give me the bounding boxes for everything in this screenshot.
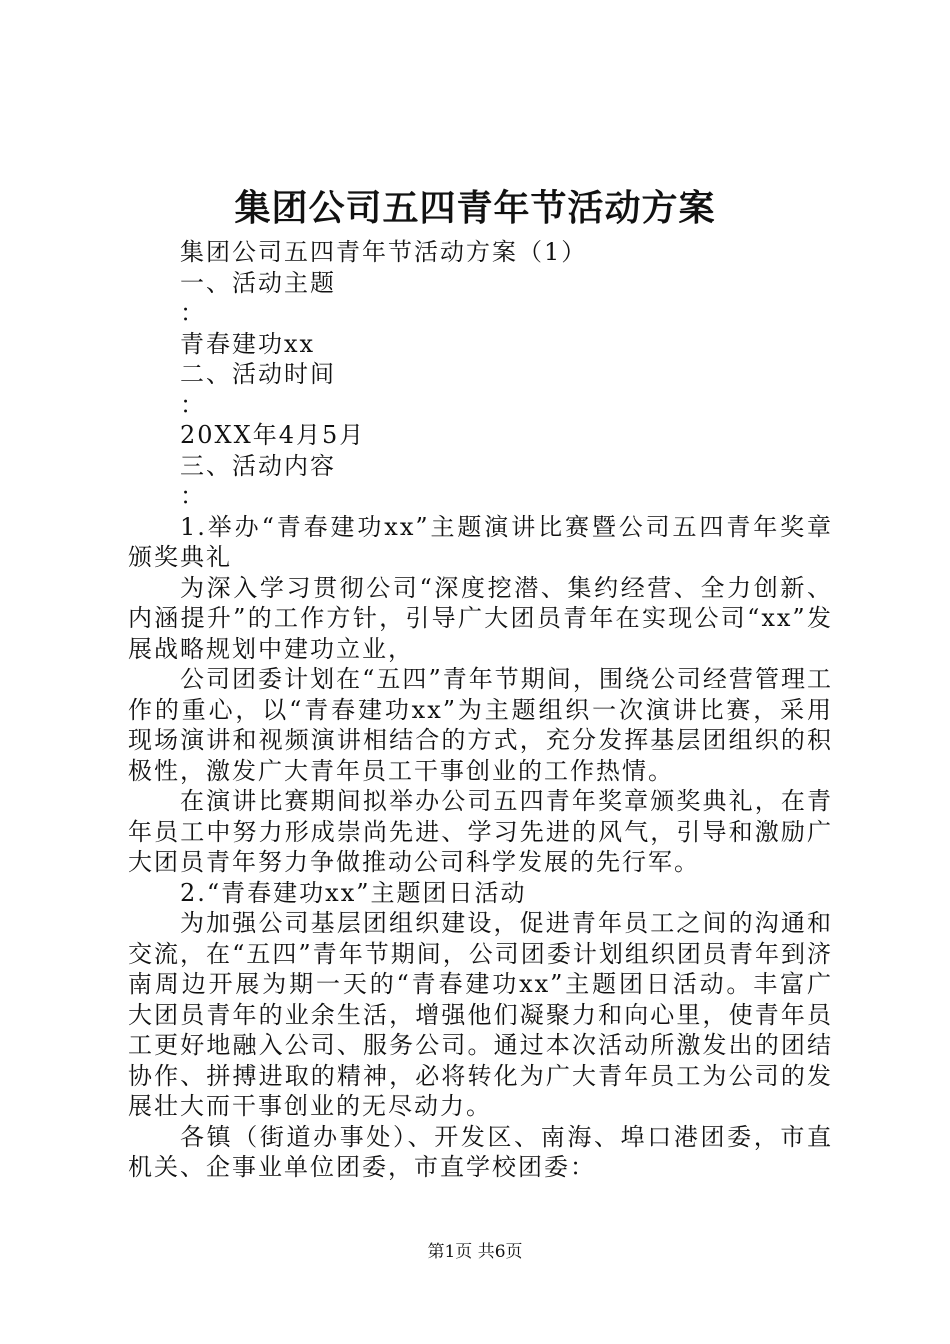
paragraph-colon: ：: [180, 482, 206, 510]
document-title: 集团公司五四青年节活动方案: [234, 187, 716, 229]
paragraph-colon: ：: [180, 299, 206, 327]
paragraph-body: 在演讲比赛期间拟举办公司五四青年奖章颁奖典礼，在青年员工中努力形成崇尚先进、学习先进的风气，引导和激励广大团员青年努力争做推动公司科学发展的先行军。: [128, 787, 833, 876]
paragraph-heading-theme: 一、活动主题: [180, 268, 336, 297]
paragraph-item-1: 1.举办“青春建功xx”主题演讲比赛暨公司五四青年奖章颁奖典礼: [128, 512, 833, 571]
paragraph-subtitle: 集团公司五四青年节活动方案（1）: [180, 238, 588, 266]
paragraph-colon: ：: [180, 390, 206, 419]
page-footer: 第1页 共6页: [427, 1242, 523, 1262]
paragraph-item-2: 2.“青春建功xx”主题团日活动: [180, 878, 527, 907]
paragraph-body: 各镇（街道办事处）、开发区、南海、埠口港团委，市直机关、企事业单位团委，市直学校团委：: [128, 1122, 833, 1181]
paragraph-heading-content: 三、活动内容: [180, 451, 336, 480]
paragraph-theme-value: 青春建功xx: [180, 329, 316, 358]
document-body: [128, 237, 833, 1183]
paragraph-body: 为深入学习贯彻公司“深度挖潜、集约经营、全力创新、内涵提升”的工作方针，引导广大团员青年在实现公司“xx”发展战略规划中建功立业，: [128, 573, 833, 663]
paragraph-body: 公司团委计划在“五四”青年节期间，围绕公司经营管理工作的重心，以“青春建功xx”为主题组织一次演讲比赛，采用现场演讲和视频演讲相结合的方式，充分发挥基层团组织的积极性，激发广大青年员工干事创业的工作热情。: [128, 665, 833, 785]
paragraph-body: 为加强公司基层团组织建设，促进青年员工之间的沟通和交流，在“五四”青年节期间，公司团委计划组织团员青年到济南周边开展为期一天的“青春建功xx”主题团日活动。丰富广大团员青年的业余生活，增强他们凝聚力和向心里，使青年员工更好地融入公司、服务公司。通过本次活动所激发出的团结协作、拼搏进取的精神，必将转化为广大青年员工为公司的发展壮大而干事创业的无尽动力。: [128, 909, 833, 1120]
paragraph-time-value: 20XX年4月5月: [180, 421, 366, 449]
paragraph-heading-time: 二、活动时间: [180, 360, 336, 388]
